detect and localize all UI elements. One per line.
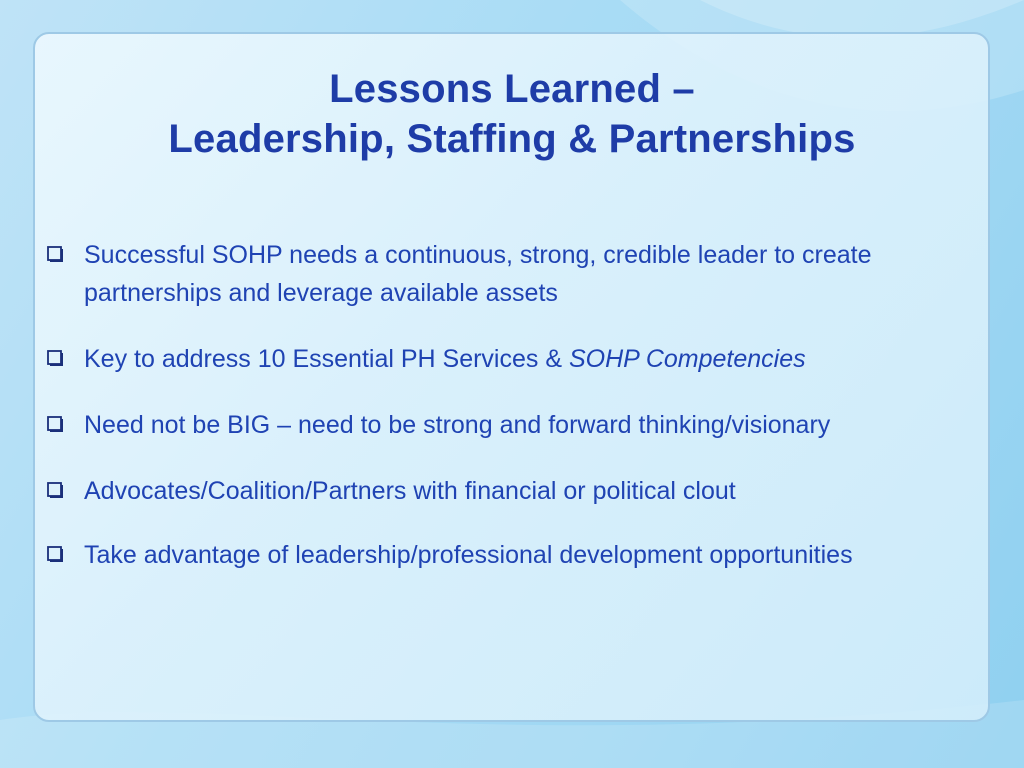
checkbox-square-icon <box>47 482 63 498</box>
checkbox-square-icon <box>47 350 63 366</box>
bullet-text-italic: SOHP Competencies <box>568 345 806 373</box>
bullet-item <box>46 406 966 444</box>
bullet-item <box>46 536 966 574</box>
bullet-text: Key to address 10 Essential PH Services & <box>84 345 569 373</box>
bullet-text: Successful SOHP needs a continuous, strong, credible leader to create partnerships and leverage available assets <box>84 241 872 307</box>
bullet-item <box>46 340 966 378</box>
bullet-list <box>46 236 966 602</box>
bullet-text: Need not be BIG – need to be strong and forward thinking/visionary <box>84 411 831 439</box>
bullet-text: Take advantage of leadership/professional development opportunities <box>84 541 853 569</box>
title-line-1: Lessons Learned – <box>329 67 695 111</box>
bullet-text: Advocates/Coalition/Partners with financial or political clout <box>84 477 736 505</box>
title-line-2: Leadership, Staffing & Partnerships <box>168 117 856 161</box>
checkbox-square-icon <box>47 416 63 432</box>
checkbox-square-icon <box>47 246 63 262</box>
slide-title <box>0 64 1024 164</box>
checkbox-square-icon <box>47 546 63 562</box>
bullet-item <box>46 472 966 510</box>
bullet-item <box>46 236 966 312</box>
